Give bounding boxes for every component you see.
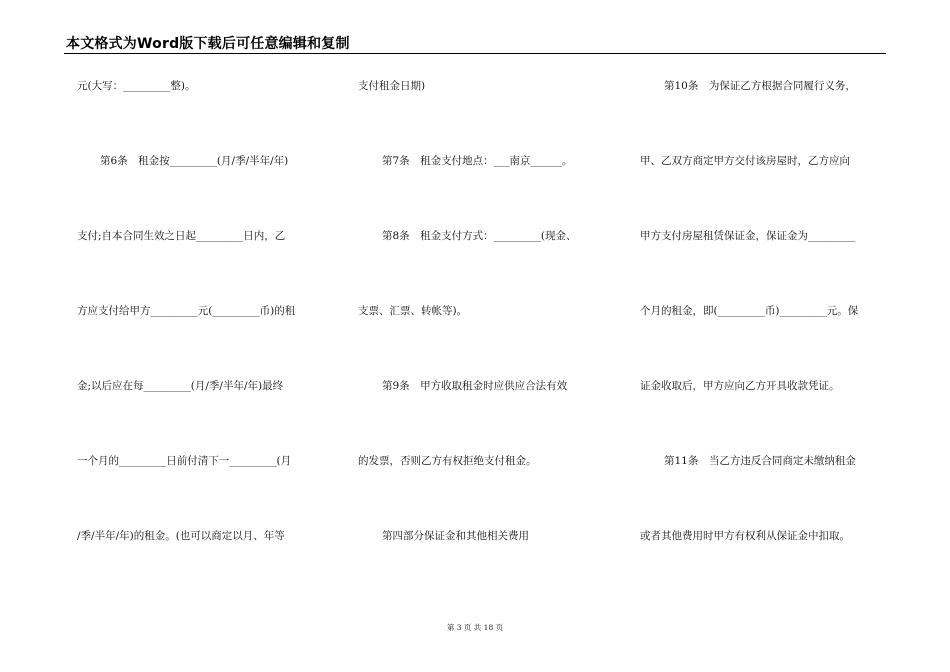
text-line: 元(大写：_________整)。 (77, 80, 196, 92)
text-line: 甲、乙双方商定甲方交付该房屋时，乙方应向 (640, 155, 850, 167)
text-line: 甲方支付房屋租赁保证金，保证金为_________ (640, 230, 856, 242)
text-line: 第7条 租金支付地点：___南京______。 (382, 155, 573, 167)
section-heading: 第四部分保证金和其他相关费用 (382, 530, 529, 542)
text-line: 支付;自本合同生效之日起_________日内，乙 (77, 230, 286, 242)
page-number: 第 3 页 共 18 页 (446, 623, 504, 632)
text-line: 证金收取后，甲方应向乙方开具收款凭证。 (640, 380, 840, 392)
text-line: 第10条 为保证乙方根据合同履行义务， (664, 80, 856, 92)
text-line: 支票、汇票、转帐等)。 (358, 305, 468, 317)
text-line: 一个月的_________日前付清下一_________(月 (77, 455, 292, 467)
text-line: 第9条 甲方收取租金时应供应合法有效 (382, 380, 568, 392)
header-divider (64, 53, 886, 54)
text-line: 支付租金日期) (358, 80, 426, 92)
text-line: 第8条 租金支付方式：_________(现金、 (382, 230, 577, 242)
text-line: /季/半年/年)的租金。(也可以商定以月、年等 (77, 530, 285, 542)
text-line: 第6条 租金按_________(月/季/半年/年) (100, 155, 289, 167)
text-line: 第11条 当乙方违反合同商定未缴纳租金 (664, 455, 856, 467)
text-line: 的发票，否则乙方有权拒绝支付租金。 (358, 455, 537, 467)
text-line: 方应支付给甲方_________元(_________币)的租 (77, 305, 296, 317)
text-line: 金;以后应在每_________(月/季/半年/年)最终 (77, 380, 284, 392)
document-header-title: 本文格式为Word版下载后可任意编辑和复制 (66, 36, 350, 52)
text-line: 或者其他费用时甲方有权利从保证金中扣取。 (640, 530, 850, 542)
text-line: 个月的租金，即(_________币)_________元。保 (640, 305, 859, 317)
